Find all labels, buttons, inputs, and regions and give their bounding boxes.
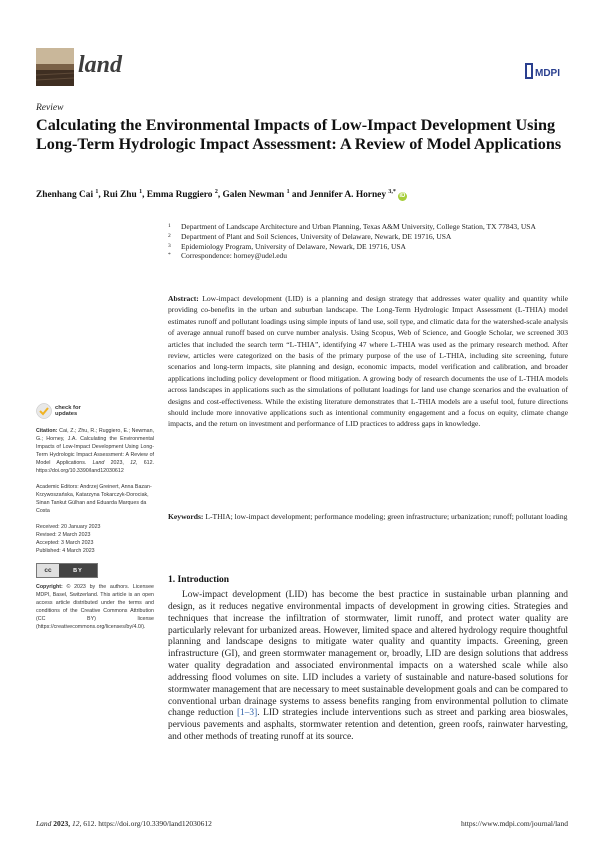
citation-text: Cai, Z.; Zhu, R.; Ruggiero, E.; Newman, G.; Horney, J.A. Calculating the Environmental Impacts of Low-Impact Development Using Long-Term Hydrologic Impact Assessment: A Review of Model Applications. bbox=[36, 428, 154, 466]
reference-link[interactable]: [1–3] bbox=[236, 708, 258, 719]
footer-journal: Land bbox=[36, 819, 52, 828]
affiliation-mark: 3 bbox=[168, 242, 171, 249]
author-name: Rui Zhu bbox=[103, 190, 137, 201]
author-separator: , bbox=[98, 190, 104, 201]
affiliations bbox=[168, 222, 568, 261]
copyright-label: Copyright: bbox=[36, 584, 63, 590]
abstract-text: Low-impact development (LID) is a planning and design strategy that addresses water quality and quantity while providing co-benefits in the urban and suburban landscape. The Long-Term Hydrologic Impact Assessment (L-THIA) model estimates runoff and pollutant loadings using simple inputs of land use, soil type, and climatic data for the watershed-scale analysis of average annual runoff based on curve number analysis. Using Scopus, Web of Science, and Google Scholar, we screened 303 articles that included the search term “L-THIA”, identifying 47 where L-THIA was used as the primary research method. After review, articles were categorized on the basis of the primary purpose of the use of L-THIA, including site screening, future scenarios and long-term impacts, site planning and design, economic impacts, model verification and calibration, and broader applications including policy development or flood mitigation. A growing body of research documents the use of L-THIA models across landscapes in applications such as the simulations of pollutant loadings for land use change scenarios and the evaluation of designs and cost-effectiveness. While the existing literature demonstrates that L-THIA models are a useful tool, future directions should include more innovative applications such as intentional community engagement and a focus on equity, climate change impacts, and the return on investment and performance of LID practices to address gaps in knowledge. bbox=[168, 294, 568, 429]
dates-block bbox=[36, 523, 154, 555]
publisher-name: MDPI bbox=[535, 68, 560, 79]
author-affiliation-mark: 2 bbox=[214, 189, 218, 195]
check-for-updates-line1: check for bbox=[55, 404, 81, 411]
citation-volume: 12 bbox=[130, 460, 136, 466]
affiliation-text: Department of Landscape Architecture and Urban Planning, Texas A&M University, College Station, TX 77843, USA bbox=[181, 222, 536, 231]
article-title: Calculating the Environmental Impacts of Low-Impact Development Using Long-Term Hydrologic Impact Assessment: A Review of Model Applications bbox=[36, 116, 562, 153]
introduction-paragraph bbox=[168, 590, 568, 744]
author-separator: , bbox=[142, 190, 147, 201]
author-name: Zhenhang Cai bbox=[36, 190, 94, 201]
cc-icon: cc bbox=[37, 564, 59, 577]
citation-block: Citation: Cai, Z.; Zhu, R.; Ruggiero, E.; Newman, G.; Horney, J.A. Calculating the Environmental Impacts of Low-Impact Development Using Long-Term Hydrologic Impact Assessment: A Review of Model Applications. Land 2023, 12, 612. https://doi.org/10.3390/land12030612 bbox=[36, 428, 154, 474]
intro-text-2: . LID strategies include interventions such as street and parking area bioswales, pervious pavements and asphalts, stormwater retention and detention, green roofs, rainwater harvesting, and other methods of treating runoff at its source. bbox=[168, 708, 568, 743]
affiliation-mark: 2 bbox=[168, 232, 171, 239]
author-name: Jennifer A. Horney bbox=[309, 190, 387, 201]
section-heading-introduction: 1. Introduction bbox=[168, 575, 230, 585]
footer-doi: 612. https://doi.org/10.3390/land12030612 bbox=[83, 819, 212, 828]
footer-volume: 12, bbox=[72, 819, 82, 828]
citation-journal: Land bbox=[92, 460, 105, 466]
keywords-text: L-THIA; low-impact development; performance modeling; green infrastructure; urbanization; runoff; pollutant loading bbox=[205, 512, 568, 521]
affiliation-mark: 1 bbox=[168, 223, 171, 229]
citation-pages: 612. https://doi.org/10.3390/land12030612 bbox=[36, 460, 154, 474]
author-affiliation-mark: 3,* bbox=[388, 189, 396, 195]
mdpi-logo-icon bbox=[521, 60, 565, 82]
copyright-block bbox=[36, 583, 154, 631]
affiliation-item bbox=[168, 232, 568, 242]
author-affiliation-mark: 1 bbox=[139, 189, 143, 195]
footer-citation bbox=[36, 819, 212, 828]
cc-by-license-badge[interactable] bbox=[36, 563, 98, 578]
published-date: Published: 4 March 2023 bbox=[36, 548, 95, 554]
copyright-text: © 2023 by the authors. Licensee MDPI, Basel, Switzerland. This article is an open access article distributed under the terms and conditions of the Creative Commons Attribution (CC BY) license (https://creativecommons.org/licenses/by/4.0/). bbox=[36, 584, 154, 630]
article-sidebar bbox=[36, 403, 154, 639]
intro-text-1: Low-impact development (LID) has become the best practice in sustainable urban planning and design, as it reduces negative environmental impacts of development in growing cities. Strategies and techniques that increase the infiltration of stormwater, limit runoff, and protect water quality are particularly relevant for urbanized areas. However, limited space and altered hydrology require thoughtful planning and landscape designs to mitigate water quality and quantity impacts. Greening, green infrastructure (GI), and green stormwater management or, broadly, LID are design solutions that address water quality degradation and associated environmental impacts on a watershed scale while also addressing flood volumes on site. LID includes a variety of sustainable and nature-based solutions for stormwater management that are necessary to meet sustainable development goals and can be compared to conventional urban drainage systems to assess benefits ranging from environmental pollution to climate change reduction bbox=[168, 590, 568, 719]
affiliation-item bbox=[168, 251, 568, 261]
author-separator: and bbox=[289, 190, 310, 201]
check-for-updates-button[interactable] bbox=[36, 403, 154, 419]
affiliation-text: Correspondence: horney@udel.edu bbox=[181, 251, 288, 261]
affiliation-item bbox=[168, 242, 568, 252]
abstract bbox=[168, 293, 568, 430]
check-for-updates-line2: updates bbox=[55, 411, 78, 417]
citation-label: Citation: bbox=[36, 428, 58, 434]
revised-date: Revised: 2 March 2023 bbox=[36, 532, 91, 538]
keywords bbox=[168, 511, 568, 522]
check-for-updates-icon bbox=[36, 403, 52, 419]
author-affiliation-mark: 1 bbox=[286, 189, 290, 195]
author-affiliation-mark: 1 bbox=[95, 189, 99, 195]
author-name: Emma Ruggiero bbox=[146, 190, 213, 201]
abstract-label: Abstract: bbox=[168, 294, 199, 303]
accepted-date: Accepted: 3 March 2023 bbox=[36, 540, 94, 546]
affiliation-text: Epidemiology Program, University of Delaware, Newark, DE 19716, USA bbox=[181, 241, 406, 251]
footer-year: 2023, bbox=[53, 819, 71, 828]
author-name: Galen Newman bbox=[222, 190, 285, 201]
by-icon: BY bbox=[59, 564, 97, 577]
author-separator: , bbox=[217, 190, 223, 201]
article-type: Review bbox=[36, 103, 64, 113]
affiliation-mark: * bbox=[168, 252, 171, 259]
journal-name: land bbox=[78, 52, 123, 78]
affiliation-text: Department of Plant and Soil Sciences, University of Delaware, Newark, DE 19716, USA bbox=[181, 231, 452, 241]
footer-journal-url[interactable]: https://www.mdpi.com/journal/land bbox=[460, 819, 568, 828]
affiliation-item bbox=[168, 222, 568, 232]
orcid-icon[interactable]: iD bbox=[399, 193, 406, 200]
keywords-label: Keywords: bbox=[168, 512, 204, 521]
academic-editors: Academic Editors: Andrzej Greinert, Anna Bazan-Krzywoszańska, Katarzyna Tokarczyk-Dorociak, Sinan Tankut Gülhan and Eduarda Marques da Costa bbox=[36, 484, 152, 514]
citation-year: 2023 bbox=[110, 460, 123, 466]
author-list bbox=[36, 189, 566, 201]
received-date: Received: 20 January 2023 bbox=[36, 524, 101, 530]
land-journal-logo-icon bbox=[36, 48, 74, 86]
